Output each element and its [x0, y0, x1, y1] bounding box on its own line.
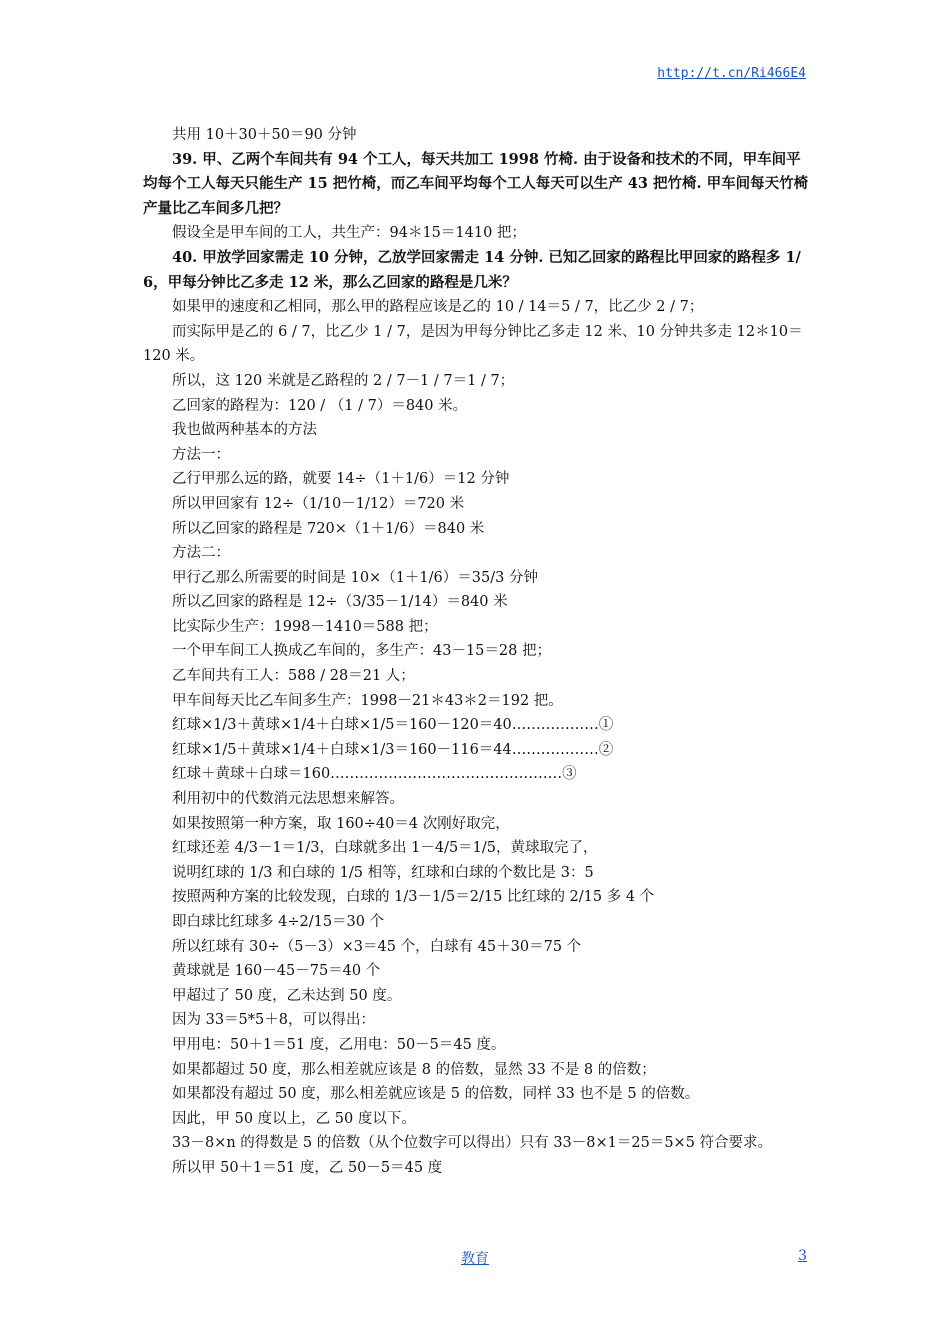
method-two-heading: 方法二：	[172, 545, 230, 562]
paragraph: 假设全是甲车间的工人，共生产：94＊15＝1410 把；	[172, 225, 526, 242]
paragraph: 甲车间每天比乙车间多生产：1998－21＊43＊2＝192 把。	[172, 692, 563, 709]
question-39: 39. 甲、乙两个车间共有 94 个工人，每天共加工 1998 竹椅. 由于设备和技术的不同，甲车间平均每个工人每天只能生产 15 把竹椅，而乙车间平均每个工人每天可以生产 43 把竹椅. 甲车间每天竹椅产量比乙车间多几把？	[143, 150, 809, 217]
paragraph: 共用 10＋30＋50＝90 分钟	[172, 127, 357, 143]
paragraph: 如果按照第一种方案，取 160÷40＝4 次刚好取完，	[172, 815, 510, 832]
method-one-heading: 方法一：	[172, 446, 230, 463]
paragraph: 因为 33＝5*5＋8，可以得出：	[172, 1012, 375, 1029]
question-40: 40. 甲放学回家需走 10 分钟，乙放学回家需走 14 分钟. 已知乙回家的路程比甲回家的路程多 1/6，甲每分钟比乙多走 12 米，那么乙回家的路程是几米？	[143, 248, 801, 291]
paragraph: 所以甲 50＋1＝51 度，乙 50－5＝45 度	[172, 1159, 443, 1176]
paragraph: 乙回家的路程为：120 / （1 / 7）＝840 米。	[172, 397, 468, 414]
paragraph: 所以乙回家的路程是 12÷（3/35－1/14）＝840 米	[172, 594, 508, 611]
paragraph: 乙行甲那么远的路，就要 14÷（1＋1/6）＝12 分钟	[172, 471, 510, 488]
equation-1: 红球×1/3＋黄球×1/4＋白球×1/5＝160－120＝40………………①	[172, 717, 614, 734]
paragraph: 所以甲回家有 12÷（1/10－1/12）＝720 米	[172, 495, 465, 512]
paragraph: 比实际少生产：1998－1410＝588 把；	[172, 618, 438, 635]
paragraph: 所以红球有 30÷（5－3）×3＝45 个，白球有 45＋30＝75 个	[172, 938, 582, 955]
header-link[interactable]: http://t.cn/Ri466E4	[657, 66, 806, 81]
paragraph: 如果都没有超过 50 度，那么相差就应该是 5 的倍数，同样 33 也不是 5 的倍数。	[172, 1086, 700, 1103]
paragraph: 甲超过了 50 度，乙未达到 50 度。	[172, 987, 402, 1004]
paragraph: 黄球就是 160－45－75＝40 个	[172, 963, 381, 980]
paragraph: 按照两种方案的比较发现，白球的 1/3－1/5＝2/15 比红球的 2/15 多 4 个	[172, 889, 655, 906]
paragraph: 33－8×n 的得数是 5 的倍数（从个位数字可以得出）只有 33－8×1＝25＝5×5 符合要求。	[172, 1135, 773, 1152]
footer-link[interactable]: 教育	[461, 1251, 489, 1267]
paragraph: 一个甲车间工人换成乙车间的，多生产：43－15＝28 把；	[172, 643, 551, 660]
page-number[interactable]: 3	[798, 1248, 807, 1264]
paragraph: 如果都超过 50 度，那么相差就应该是 8 的倍数，显然 33 不是 8 的倍数；	[172, 1061, 656, 1078]
paragraph: 乙车间共有工人：588 / 28＝21 人；	[172, 668, 415, 685]
paragraph: 所以乙回家的路程是 720×（1＋1/6）＝840 米	[172, 520, 485, 537]
paragraph: 甲用电：50＋1＝51 度，乙用电：50－5＝45 度。	[172, 1036, 506, 1053]
equation-3: 红球＋黄球＋白球＝160…………………………………………③	[172, 766, 577, 783]
paragraph: 甲行乙那么所需要的时间是 10×（1＋1/6）＝35/3 分钟	[172, 569, 538, 586]
document-body	[143, 123, 809, 1181]
paragraph: 所以，这 120 米就是乙路程的 2 / 7－1 / 7＝1 / 7；	[172, 372, 515, 389]
paragraph: 利用初中的代数消元法思想来解答。	[172, 791, 404, 808]
paragraph: 红球还差 4/3－1＝1/3，白球就多出 1－4/5＝1/5，黄球取完了，	[172, 840, 598, 857]
equation-2: 红球×1/5＋黄球×1/4＋白球×1/3＝160－116＝44………………②	[172, 741, 614, 758]
paragraph: 而实际甲是乙的 6 / 7，比乙少 1 / 7，是因为甲每分钟比乙多走 12 米、10 分钟共多走 12＊10＝120 米。	[143, 323, 803, 365]
paragraph: 因此，甲 50 度以上，乙 50 度以下。	[172, 1110, 416, 1127]
paragraph: 我也做两种基本的方法	[172, 422, 317, 439]
paragraph: 如果甲的速度和乙相同，那么甲的路程应该是乙的 10 / 14＝5 / 7，比乙少 2 / 7；	[172, 299, 704, 316]
paragraph: 即白球比红球多 4÷2/15＝30 个	[172, 914, 385, 930]
paragraph: 说明红球的 1/3 和白球的 1/5 相等，红球和白球的个数比是 3：5	[172, 864, 594, 881]
